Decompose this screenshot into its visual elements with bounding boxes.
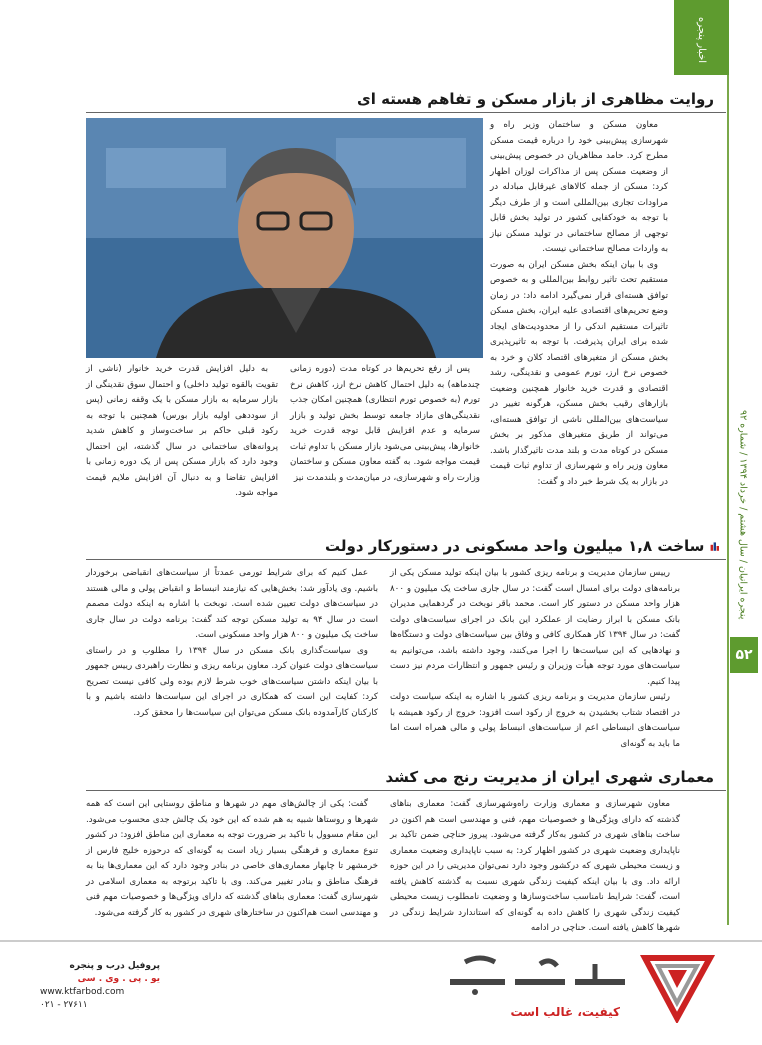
article1-title: روایت مظاهری از بازار مسکن و تفاهم هسته ای [357, 90, 714, 108]
article3-column-left [86, 797, 378, 935]
brand-wordmark [445, 952, 630, 997]
article3-column-right [390, 797, 680, 935]
article1-heading [357, 88, 720, 110]
footer-line: یو . پی . وی . سی [77, 974, 160, 984]
paragraph: عمل کنیم که برای شرایط تورمی عمدتاً از سیاست‌های انقباضی برخوردار باشیم. وی یادآور شد: بخش‌هایی که نیازمند انبساط و انقباض پولی و مالی هستند در سیاست‌های دولت تعیین شده است. نوبخت با اشاره به اینکه دولت مصمم است در سال ۹۴ به تولید مسکن توجه کند گفت: برنامه دولت در سال جاری ساخت یک میلیون و ۸۰۰ هزار واحد مسکونی است. [86, 568, 379, 640]
paragraph: رییس سازمان مدیریت و برنامه ریزی کشور با بیان اینکه تولید مسکن یکی از برنامه‌های دولت برای امسال است گفت: در سال جاری ساخت یک میلیون و ۸۰۰ هزار واحد مسکن در دستور کار است. محمد باقر نوبخت در گردهمایی مدیران بانک مسکن با ابراز رضایت از عملکرد این بانک در اجرای سیاست‌های دولت گفت: در سال ۱۳۹۴ کار همکاری کافی و وفاق بین سیاست‌های دولت و دستگاه‌ها و نهادهایی که این سیاست‌ها را اجرا می‌کنند، وجود داشته باشد، می‌توانیم به سیاست‌های مورد توجه هیأت وزیران و رئیس جمهور و انتظارات مردم نیز دست پیدا کنیم. [390, 568, 681, 687]
article2-column-right [390, 566, 681, 749]
article1-column-middle [290, 362, 480, 497]
page-number: ۵۲ [730, 637, 758, 673]
article1-rule [86, 112, 726, 113]
paragraph: معاون شهرسازی و معماری وزارت راه‌وشهرسازی گفت: معماری بناهای گذشته که دارای ویژگی‌ها و خصوصیات مهم، فنی و مهندسی است هم اکنون در ساخت بناهای شهری در کشور به‌کار گرفته می‌شود. پیروز حناچی ضمن تاکید بر ناپایداری وضعیت شهری در کشور اظهار کرد: به سبب ناپایداری وضعیت معماری و زیست محیطی شهری که درکشور وجود دارد نمی‌توان مدیریتی را در این حوزه ارائه داد. وی با بیان اینکه کیفیت زندگی شهری نسبت به گذشته کاهش یافته است، گفت: شرایط نامناسب ساخت‌وسازها و وضعیت نامطلوب زیست محیطی کیفیت زندگی شهری را کاهش داده به گونه‌ای که استاندارد شرایط زندگی در شهرها کاهش یافته است. حناچی در ادامه [390, 799, 680, 933]
paragraph: به دلیل افزایش قدرت خرید خانوار (ناشی از تقویت بالقوه تولید داخلی) و احتمال سوق نقدینگی از بازار سرمایه به بازار مسکن با یک وقفه زمانی (پس از سوددهی اولیه بازار بورس) همچنین با توجه به رکود قبلی حاکم بر ساخت‌وساز و کاهش شدید پروانه‌های ساختمانی در سال گذشته، این احتمال وجود دارد که بازار مسکن پس از یک دوره زمانی با افزایش تقاضا و به دنبال آن افزایش ملایم قیمت مواجه شود. [86, 364, 278, 498]
footer-website[interactable]: www.ktfarbod.com [40, 987, 125, 997]
article2-heading [325, 535, 720, 557]
footer-line: پروفیل درب و پنجره [69, 961, 160, 971]
article2-rule [86, 559, 726, 560]
paragraph: وی سیاست‌گذاری بانک مسکن در سال ۱۳۹۴ را مطلوب و در راستای سیاست‌های دولت عنوان کرد. معاون برنامه ریزی و نظارت راهبردی رییس جمهور با بیان اینکه داشتن سیاست‌های خوب شرط لازم بوده ولی کافی نیست تصریح کرد: کفایت این است که همکاری در اجرای این سیاست‌ها داشته باشیم و با کارکنان کارآمدوده بانک مسکن می‌توان این سیاست‌ها را محقق کرد. [86, 645, 378, 718]
paragraph: رئیس سازمان مدیریت و برنامه ریزی کشور با اشاره به اینکه سیاست دولت در اقتصاد شتاب بخشیدن به خروج از رکود است افزود: خروج از رکود همیشه با سیاست‌های انبساطی اعم از سیاست‌های انبساط پولی و مالی همراه است اما ما باید به گونه‌ای [390, 692, 680, 749]
section-label: اخبار پنجره [696, 16, 707, 64]
article1-column-left [86, 362, 278, 497]
article2-title: ساخت ۱,۸ میلیون واحد مسکونی در دستورکار دولت [325, 537, 705, 555]
paragraph: وی با بیان اینکه بخش مسکن ایران به صورت مستقیم تحت تاثیر روابط بین‌المللی و به خصوص توافق هسته‌ای قرار نمی‌گیرد ادامه داد: در زمان وضع تحریم‌های اقتصادی علیه ایران، بخش مسکن تاثیرات مستقیم اندکی را از محدودیت‌های ایجاد شده برای ایران پذیرفت. با توجه به تاثیرپذیری بخش مسکن از متغیرهای اقتصاد کلان و خرد به خصوص نرخ ارز، تورم عمومی و نقدینگی، رشد اقتصادی و قدرت خرید خانوار همچنین وضعیت بازارهای رقیب بخش مسکن، هرگونه تغییر در سیاست‌های بین‌المللی ناشی از توافق هسته‌ای، می‌تواند از طریق متغیرهای مذکور بر بخش مسکن در کوتاه مدت و بلند مدت تاثیرگذار باشد. معاون وزیر راه و شهرسازی از تداوم ثبات قیمت در بازار به یک شرط خبر داد و گفت: [490, 259, 668, 487]
article1-column-right [490, 118, 668, 498]
footer-contact [40, 960, 160, 1012]
issue-running-text: پنجره ایرانیان / سال هشتم / خرداد ۱۳۹۴ / شماره ۹۲ [737, 410, 749, 620]
sidebar-divider [727, 75, 729, 925]
paragraph: پس از رفع تحریم‌ها در کوتاه مدت (دوره زمانی چندماهه) به دلیل احتمال کاهش نرخ ارز، کاهش نرخ تورم (به خصوص تورم انتظاری) همچنین امکان جذب نقدینگی‌های مازاد جامعه توسط بخش تولید و بازار سرمایه و عدم افزایش قابل توجه قدرت خرید خانوارها، پیش‌بینی می‌شود بازار مسکن با تداوم ثبات قیمت مواجه شود. به گفته معاون مسکن و ساختمان وزارت راه و شهرسازی، در میان‌مدت و بلندمدت نیز [290, 364, 480, 483]
article3-heading [385, 766, 720, 788]
footer-phone: ۰۲۱ - ۲۷۶۱۱ [40, 1000, 88, 1010]
footer-divider [0, 940, 762, 942]
article3-rule [86, 790, 726, 791]
paragraph: گفت: یکی از چالش‌های مهم در شهرها و مناطق روستایی این است که همه شهرها و روستاها شبیه به هم شده که این خود یک چالش جدی محسوب می‌شود. این مقام مسوول با تاکید بر ضرورت توجه به معماری این مناطق افزود: در کشور تنوع معماری و فرهنگی بسیار زیاد است به گونه‌ای که درحوزه خلیج فارس از خرمشهر تا چابهار معماری‌های خاصی در بنادر وجود دارد که این معماری‌ها بنا به فرهنگ مناطق و بنادر تغییر می‌کند. وی با تاکید برتوجه به معماری اسلامی در شهرسازی گفت: معماری بناهای گذشته که دارای ویژگی‌ها و خصوصیات مهم فنی و مهندسی است هم‌اکنون در ساختارهای شهری در کشور به کار گرفته می‌شود. [86, 799, 378, 918]
farbod-logo [640, 948, 715, 1023]
article2-column-left [86, 566, 378, 746]
paragraph: معاون مسکن و ساختمان وزیر راه و شهرسازی پیش‌بینی خود را درباره قیمت مسکن مطرح کرد. حامد مظاهریان در خصوص پیش‌بینی از وضعیت مسکن پس از مذاکرات لوزان اظهار کرد: مسکن از جمله کالاهای غیرقابل مبادله در مراودات تجاری بین‌المللی است و از طرف دیگر با توجه به خودکفایی کشور در تولید بخش قابل توجهی از مصالح ساختمانی در تولید مسکن نیاز به واردات مصالح ساختمانی نیست. [490, 120, 668, 254]
bars-icon [710, 538, 720, 554]
portrait-photo [86, 118, 483, 358]
article3-title: معماری شهری ایران از مدیریت رنج می کشد [385, 768, 714, 786]
brand-tagline: کیفیت، غالب است [510, 1005, 620, 1019]
